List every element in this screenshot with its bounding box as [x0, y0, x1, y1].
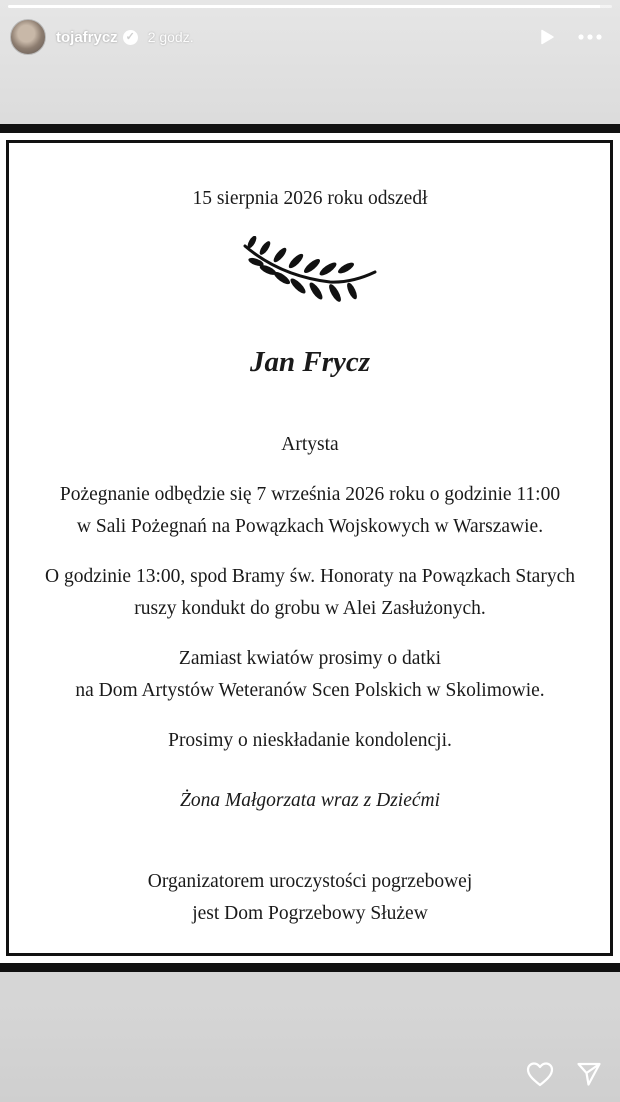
story-progress-fill	[8, 5, 600, 8]
post-time: 2 godz.	[147, 29, 194, 45]
deceased-role: Artysta	[281, 434, 339, 455]
ceremony-info-line-2: w Sali Pożegnań na Powązkach Wojskowych w Warszawie.	[76, 516, 544, 537]
play-icon[interactable]	[538, 28, 556, 46]
story-header	[0, 14, 620, 60]
verified-badge-icon: ✓	[123, 30, 138, 45]
organizer-line-1: Organizatorem uroczystości pogrzebowej	[147, 871, 473, 892]
heart-icon[interactable]	[526, 1061, 554, 1092]
donation-info-line-1: Zamiast kwiatów prosimy o datki	[178, 648, 442, 669]
ceremony-info-line-1: Pożegnanie odbędzie się 7 września 2026 roku o godzinie 11:00	[59, 484, 561, 505]
obituary-notice	[0, 124, 620, 972]
more-options-icon[interactable]	[578, 33, 602, 41]
username[interactable]: tojafrycz	[56, 28, 118, 46]
condolences-note: Prosimy o nieskładanie kondolencji.	[168, 730, 452, 751]
procession-info-line-1: O godzinie 13:00, spod Bramy św. Honoraty na Powązkach Starych	[44, 566, 575, 587]
death-date-line: 15 sierpnia 2026 roku odszedł	[192, 188, 428, 209]
organizer-line-2: jest Dom Pogrzebowy Służew	[192, 903, 428, 924]
avatar[interactable]	[10, 19, 46, 55]
send-icon[interactable]	[576, 1061, 602, 1092]
deceased-name: Jan Frycz	[249, 346, 371, 378]
laurel-branch-icon	[240, 236, 380, 311]
story-progress-bar	[8, 5, 612, 8]
procession-info-line-2: ruszy kondukt do grobu w Alei Zasłużonych.	[134, 598, 486, 619]
story-actions	[526, 1061, 602, 1092]
donation-info-line-2: na Dom Artystów Weteranów Scen Polskich w Skolimowie.	[75, 680, 545, 701]
family-signature: Żona Małgorzata wraz z Dziećmi	[179, 790, 441, 811]
